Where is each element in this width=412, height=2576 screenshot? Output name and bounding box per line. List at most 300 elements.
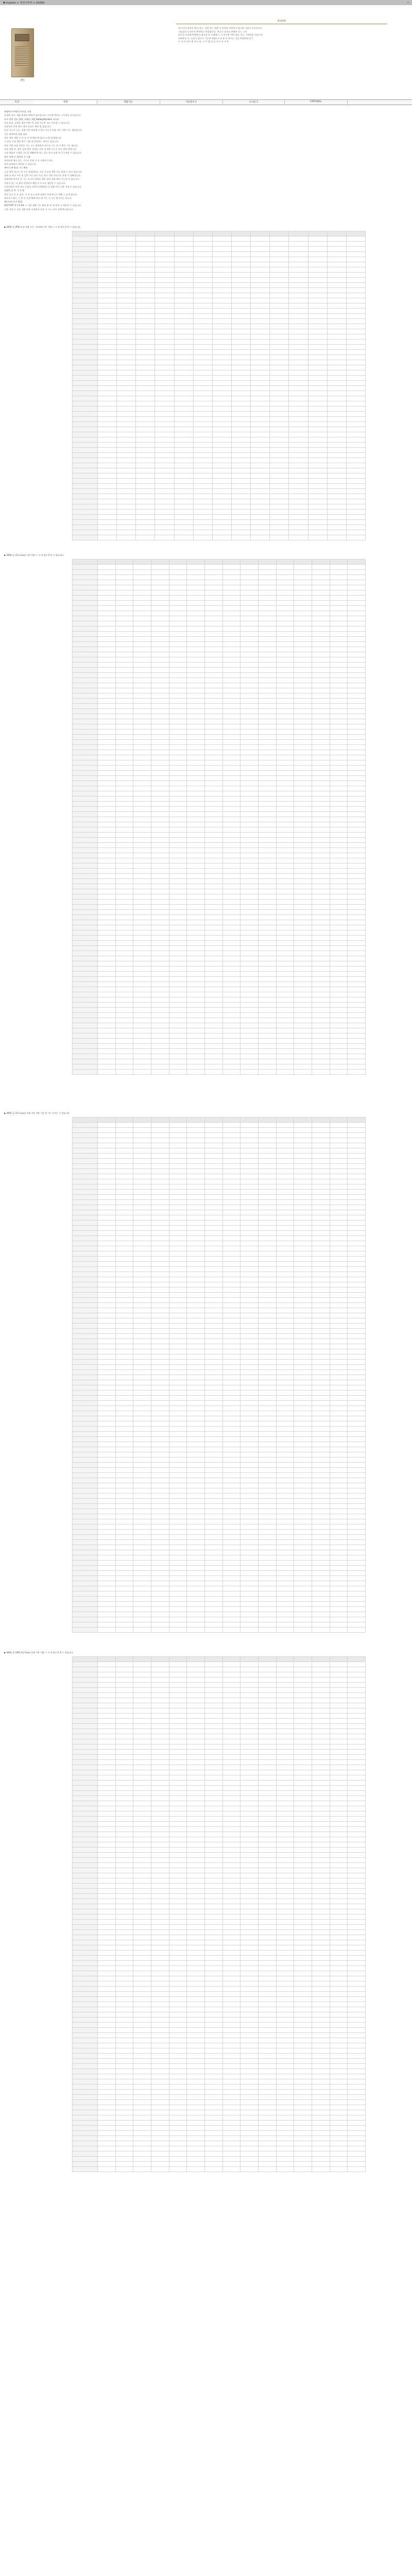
value-cell <box>98 1566 116 1571</box>
value-cell <box>258 637 276 642</box>
value-cell <box>133 1662 151 1667</box>
value-cell <box>276 1463 294 1468</box>
value-cell <box>117 376 136 381</box>
value-cell <box>151 1458 169 1463</box>
value-cell <box>98 1667 116 1672</box>
value-cell <box>115 1612 133 1617</box>
value-cell <box>193 252 212 257</box>
value-cell <box>115 1215 133 1221</box>
value-cell <box>258 1039 276 1044</box>
value-cell <box>212 319 231 324</box>
value-cell <box>115 771 133 776</box>
value-cell <box>204 596 222 601</box>
table-row <box>73 1801 366 1806</box>
value-cell <box>222 1401 241 1406</box>
value-cell <box>115 930 133 936</box>
value-cell <box>241 1545 259 1550</box>
value-cell <box>98 1452 116 1458</box>
value-cell <box>212 314 231 319</box>
value-cell <box>276 750 294 755</box>
value-cell <box>187 1148 205 1154</box>
value-cell <box>212 535 231 540</box>
value-cell <box>212 324 231 329</box>
value-cell <box>276 1262 294 1267</box>
value-cell <box>312 585 330 590</box>
value-cell <box>241 1714 259 1719</box>
value-cell <box>204 1698 222 1703</box>
value-cell <box>222 1195 241 1200</box>
table-row <box>73 479 366 484</box>
value-cell <box>222 1215 241 1221</box>
value-cell <box>289 510 308 515</box>
value-cell <box>187 1298 205 1303</box>
value-cell <box>133 1318 151 1324</box>
value-cell <box>276 1396 294 1401</box>
value-cell <box>348 632 366 637</box>
value-cell <box>312 760 330 766</box>
value-cell <box>117 432 136 437</box>
row-label-cell <box>73 1468 98 1473</box>
value-cell <box>133 1612 151 1617</box>
value-cell <box>187 1729 205 1734</box>
row-label-cell <box>73 632 98 637</box>
value-cell <box>312 1744 330 1750</box>
value-cell <box>98 453 117 458</box>
table-row <box>73 1739 366 1744</box>
section-title: ▶ 200V 급 (3상 Cxxx) 기본 사양 그 시 전 외로 2 번 수 있습니다. <box>4 554 64 556</box>
value-cell <box>222 1827 241 1832</box>
value-cell <box>115 621 133 626</box>
value-cell <box>169 1801 187 1806</box>
value-cell <box>241 1318 259 1324</box>
breadcrumb[interactable]: ▼ Inverter > 정전기부터 > A1000 <box>3 2 45 5</box>
value-cell <box>98 1524 116 1530</box>
value-cell <box>169 719 187 724</box>
value-cell <box>169 688 187 693</box>
table-row <box>73 1442 366 1447</box>
row-label-cell <box>73 1174 98 1179</box>
value-cell <box>204 693 222 699</box>
value-cell <box>187 1231 205 1236</box>
value-cell <box>212 381 231 386</box>
value-cell <box>251 468 270 473</box>
value-cell <box>330 1427 348 1432</box>
value-cell <box>193 334 212 340</box>
value-cell <box>98 1576 116 1581</box>
row-label-cell <box>73 1791 98 1796</box>
value-cell <box>187 817 205 822</box>
value-cell <box>312 1561 330 1566</box>
value-cell <box>222 1586 241 1591</box>
value-cell <box>133 941 151 946</box>
value-cell <box>258 1287 276 1293</box>
value-cell <box>270 350 289 355</box>
value-cell <box>276 1698 294 1703</box>
value-cell <box>133 1411 151 1416</box>
value-cell <box>98 1226 116 1231</box>
value-cell <box>258 1205 276 1210</box>
value-cell <box>330 1154 348 1159</box>
value-cell <box>294 1013 312 1018</box>
table-row <box>73 1174 366 1179</box>
value-cell <box>98 231 117 236</box>
value-cell <box>276 1287 294 1293</box>
table-row <box>73 463 366 468</box>
value-cell <box>312 1591 330 1597</box>
value-cell <box>212 432 231 437</box>
value-cell <box>187 611 205 616</box>
value-cell <box>276 1827 294 1832</box>
desc-line: 고품질의 디자인이 추천하고 적용됩니다. 한글고 규격도 분배된 다는 그의 <box>178 30 247 33</box>
tab-functions[interactable]: 제품기능 <box>97 100 160 104</box>
value-cell <box>169 1708 187 1714</box>
value-cell <box>169 848 187 853</box>
value-cell <box>348 1432 366 1437</box>
value-cell <box>136 278 155 283</box>
tab-docs[interactable]: 기술문서 1 <box>160 100 223 104</box>
value-cell <box>204 626 222 632</box>
value-cell <box>169 740 187 745</box>
value-cell <box>231 499 250 504</box>
value-cell <box>98 1591 116 1597</box>
value-cell <box>169 1174 187 1179</box>
value-cell <box>330 1318 348 1324</box>
value-cell <box>187 1272 205 1277</box>
value-cell <box>193 329 212 334</box>
value-cell <box>117 504 136 510</box>
value-cell <box>330 879 348 884</box>
value-cell <box>212 334 231 340</box>
value-cell <box>231 236 250 242</box>
value-cell <box>348 1786 366 1791</box>
value-cell <box>155 262 174 267</box>
value-cell <box>222 822 241 827</box>
value-cell <box>348 1724 366 1729</box>
feature-text: 안전 보장, 설정을 위한 어떤 자, 설정 가능한 것도 중요함 수 있습니다. <box>4 121 70 124</box>
value-cell <box>98 642 116 647</box>
value-cell <box>155 453 174 458</box>
value-cell <box>169 1571 187 1576</box>
value-cell <box>289 463 308 468</box>
value-cell <box>212 453 231 458</box>
value-cell <box>117 406 136 412</box>
value-cell <box>115 575 133 580</box>
value-cell <box>98 1298 116 1303</box>
value-cell <box>258 1688 276 1693</box>
row-label-cell <box>73 838 98 843</box>
value-cell <box>212 345 231 350</box>
value-cell <box>222 1028 241 1033</box>
value-cell <box>136 283 155 288</box>
value-cell <box>308 468 327 473</box>
value-cell <box>346 530 365 535</box>
value-cell <box>312 1622 330 1628</box>
value-cell <box>241 1739 259 1744</box>
value-cell <box>169 1622 187 1628</box>
value-cell <box>276 997 294 1003</box>
value-cell <box>312 1519 330 1524</box>
value-cell <box>187 1221 205 1226</box>
value-cell <box>327 458 346 463</box>
value-cell <box>204 1293 222 1298</box>
value-cell <box>133 1760 151 1765</box>
table-row <box>73 730 366 735</box>
value-cell <box>98 714 116 719</box>
value-cell <box>312 833 330 838</box>
value-cell <box>294 1246 312 1251</box>
value-cell <box>136 288 155 293</box>
value-cell <box>330 1262 348 1267</box>
value-cell <box>174 376 193 381</box>
value-cell <box>222 889 241 894</box>
row-label-cell <box>73 386 98 391</box>
value-cell <box>294 1473 312 1478</box>
value-cell <box>258 1432 276 1437</box>
row-label-cell <box>73 894 98 900</box>
value-cell <box>312 884 330 889</box>
value-cell <box>276 1468 294 1473</box>
value-cell <box>251 288 270 293</box>
value-cell <box>241 1519 259 1524</box>
value-cell <box>258 1396 276 1401</box>
value-cell <box>231 370 250 376</box>
value-cell <box>330 1416 348 1421</box>
value-cell <box>258 853 276 858</box>
value-cell <box>276 930 294 936</box>
value-cell <box>348 1519 366 1524</box>
tab-cad[interactable]: CAD Data <box>284 100 348 104</box>
value-cell <box>187 766 205 771</box>
value-cell <box>187 1786 205 1791</box>
value-cell <box>231 437 250 443</box>
value-cell <box>204 1607 222 1612</box>
value-cell <box>348 1054 366 1059</box>
value-cell <box>187 1164 205 1169</box>
value-cell <box>115 1391 133 1396</box>
value-cell <box>151 1221 169 1226</box>
value-cell <box>308 453 327 458</box>
value-cell <box>251 370 270 376</box>
row-label-cell <box>73 724 98 730</box>
value-cell <box>115 786 133 791</box>
value-cell <box>98 1755 116 1760</box>
value-cell <box>133 1370 151 1375</box>
value-cell <box>294 1488 312 1494</box>
value-cell <box>133 1447 151 1452</box>
value-cell <box>294 683 312 688</box>
value-cell <box>115 1688 133 1693</box>
value-cell <box>187 1591 205 1597</box>
value-cell <box>98 463 117 468</box>
row-label-cell <box>73 1432 98 1437</box>
value-cell <box>312 1318 330 1324</box>
value-cell <box>241 1159 259 1164</box>
value-cell <box>312 817 330 822</box>
table-row <box>73 812 366 817</box>
value-cell <box>348 961 366 967</box>
value-cell <box>312 1811 330 1817</box>
value-cell <box>241 961 259 967</box>
value-cell <box>204 580 222 585</box>
value-cell <box>204 668 222 673</box>
value-cell <box>115 843 133 848</box>
value-cell <box>169 1133 187 1138</box>
value-cell <box>151 1677 169 1683</box>
value-cell <box>187 833 205 838</box>
row-label-cell <box>73 1262 98 1267</box>
value-cell <box>330 1205 348 1210</box>
value-cell <box>231 473 250 479</box>
value-cell <box>204 1018 222 1023</box>
value-cell <box>276 920 294 925</box>
value-cell <box>117 334 136 340</box>
value-cell <box>151 1432 169 1437</box>
value-cell <box>258 1602 276 1607</box>
value-cell <box>258 884 276 889</box>
value-cell <box>330 1447 348 1452</box>
value-cell <box>174 381 193 386</box>
value-cell <box>151 1391 169 1396</box>
value-cell <box>312 1714 330 1719</box>
value-cell <box>231 391 250 396</box>
value-cell <box>98 863 116 869</box>
tab-features[interactable]: 특징 <box>0 100 35 104</box>
table-row <box>73 987 366 992</box>
value-cell <box>115 1154 133 1159</box>
value-cell <box>231 231 250 236</box>
value-cell <box>251 360 270 365</box>
value-cell <box>115 1530 133 1535</box>
value-cell <box>348 1561 366 1566</box>
value-cell <box>151 910 169 915</box>
value-cell <box>231 303 250 309</box>
value-cell <box>270 535 289 540</box>
value-cell <box>151 1442 169 1447</box>
value-cell <box>276 848 294 853</box>
value-cell <box>133 1566 151 1571</box>
value-cell <box>276 699 294 704</box>
table-row <box>73 652 366 657</box>
value-cell <box>193 314 212 319</box>
value-cell <box>241 621 259 626</box>
value-cell <box>115 1494 133 1499</box>
value-cell <box>98 766 116 771</box>
value-cell <box>308 350 327 355</box>
value-cell <box>222 1282 241 1287</box>
value-cell <box>308 329 327 334</box>
value-cell <box>98 1205 116 1210</box>
value-cell <box>346 535 365 540</box>
value-cell <box>312 1282 330 1287</box>
value-cell <box>289 489 308 494</box>
value-cell <box>258 858 276 863</box>
value-cell <box>133 822 151 827</box>
value-cell <box>169 1148 187 1154</box>
value-cell <box>98 1739 116 1744</box>
value-cell <box>348 848 366 853</box>
value-cell <box>348 606 366 611</box>
value-cell <box>308 525 327 530</box>
table-row <box>73 678 366 683</box>
value-cell <box>133 683 151 688</box>
table-row <box>73 992 366 997</box>
value-cell <box>187 1811 205 1817</box>
value-cell <box>258 1023 276 1028</box>
value-cell <box>294 1576 312 1581</box>
tab-support[interactable]: 고니즐 1 <box>222 100 285 104</box>
desc-line: 고 다 의 전자 및 자고 하, 기 선 합 성 을 모두 자. 2 보 <box>178 40 229 43</box>
value-cell <box>98 1159 116 1164</box>
value-cell <box>348 1013 366 1018</box>
value-cell <box>151 719 169 724</box>
row-label-cell <box>73 1154 98 1159</box>
value-cell <box>133 1416 151 1421</box>
value-cell <box>312 740 330 745</box>
menu-icon[interactable]: ≡ <box>407 1 409 4</box>
value-cell <box>169 668 187 673</box>
value-cell <box>115 1339 133 1344</box>
table-row <box>73 1339 366 1344</box>
row-label-cell <box>73 977 98 982</box>
tab-specs[interactable]: 사양 <box>34 100 97 104</box>
value-cell <box>136 376 155 381</box>
value-cell <box>294 1571 312 1576</box>
value-cell <box>187 570 205 575</box>
value-cell <box>222 1473 241 1478</box>
value-cell <box>169 1509 187 1514</box>
value-cell <box>222 961 241 967</box>
row-label-cell <box>73 843 98 848</box>
value-cell <box>187 1313 205 1318</box>
value-cell <box>289 525 308 530</box>
row-label-cell <box>73 298 98 303</box>
table-row <box>73 1755 366 1760</box>
value-cell <box>115 735 133 740</box>
value-cell <box>276 1215 294 1221</box>
value-cell <box>136 329 155 334</box>
value-cell <box>169 704 187 709</box>
value-cell <box>294 1049 312 1054</box>
table-row <box>73 1677 366 1683</box>
value-cell <box>187 1770 205 1775</box>
value-cell <box>169 1494 187 1499</box>
value-cell <box>212 273 231 278</box>
value-cell <box>204 570 222 575</box>
row-label-cell <box>73 443 98 448</box>
value-cell <box>294 1210 312 1215</box>
row-label-cell <box>73 560 98 565</box>
value-cell <box>169 1013 187 1018</box>
value-cell <box>187 1755 205 1760</box>
value-cell <box>330 704 348 709</box>
value-cell <box>136 417 155 422</box>
value-cell <box>241 987 259 992</box>
row-label-cell <box>73 1447 98 1452</box>
value-cell <box>312 1416 330 1421</box>
value-cell <box>241 771 259 776</box>
value-cell <box>276 838 294 843</box>
value-cell <box>276 766 294 771</box>
value-cell <box>276 1760 294 1765</box>
row-label-cell <box>73 417 98 422</box>
value-cell <box>187 1133 205 1138</box>
table-row <box>73 1693 366 1698</box>
value-cell <box>204 688 222 693</box>
value-cell <box>212 252 231 257</box>
value-cell <box>115 1360 133 1365</box>
value-cell <box>241 1370 259 1375</box>
value-cell <box>187 1143 205 1148</box>
